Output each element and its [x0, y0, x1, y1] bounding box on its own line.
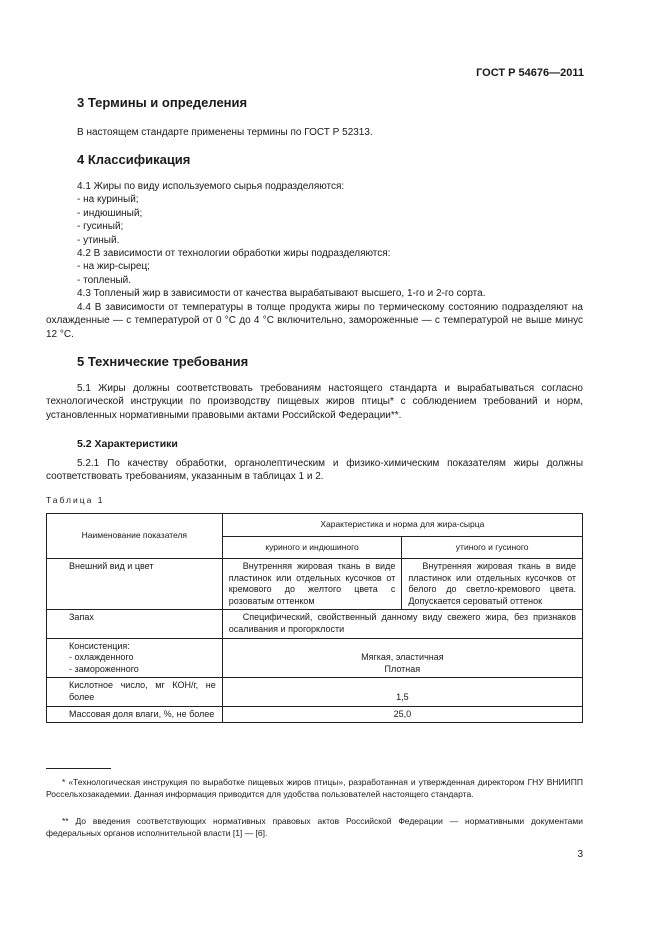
footnote-divider — [46, 768, 111, 769]
cell-acid-value: 1,5 — [222, 678, 582, 706]
cell-moisture-value: 25,0 — [222, 706, 582, 723]
table-row — [47, 610, 583, 638]
table-row — [47, 559, 583, 610]
list-item: - на куриный; — [77, 194, 139, 206]
clause-4-3: 4.3 Топленый жир в зависимости от качества вырабатывают высшего, 1-го и 2-го сорта. — [77, 288, 486, 300]
list-item: - гусиный; — [77, 221, 124, 233]
table-row — [47, 638, 583, 678]
table-caption: Таблица 1 — [46, 495, 105, 505]
consistency-value-frozen: Плотная — [384, 663, 421, 674]
clause-5-2-1: 5.2.1 По качеству обработки, органолептическим и физико-химическим показателям жиры должны соответствовать требованиям, указанным в таблицах 1 и 2. — [46, 458, 583, 483]
consistency-value-chilled: Мягкая, эластичная — [361, 652, 444, 663]
consistency-sub-frozen: - замороженного — [69, 663, 139, 674]
section-5-title: 5 Технические требования — [77, 354, 249, 369]
list-item: - топленый. — [77, 274, 132, 286]
table-row — [47, 678, 583, 706]
row-name-smell: Запах — [47, 610, 223, 638]
row-name-moisture: Массовая доля влаги, %, не более — [47, 706, 223, 723]
list-item: - на жир-сырец; — [77, 261, 150, 273]
header-indicator: Наименование показателя — [47, 514, 223, 559]
row-name-consistency — [47, 638, 223, 678]
cell-appearance-col2: Внутренняя жировая ткань в виде пластинок или отдельных кусочков от белого до светло-кремового цвета. Допускается сероватый оттенок — [402, 559, 583, 610]
cell-consistency-value — [222, 638, 582, 678]
header-col-chicken-turkey: куриного и индюшиного — [222, 537, 402, 559]
standard-code: ГОСТ Р 54676—2011 — [476, 67, 584, 79]
row-name-appearance: Внешний вид и цвет — [47, 559, 223, 610]
section-3-title: 3 Термины и определения — [77, 95, 248, 110]
clause-4-2: 4.2 В зависимости от технологии обработки жиры подразделяются: — [77, 248, 391, 260]
section-4-list — [77, 180, 582, 301]
clause-4-4: 4.4 В зависимости от температуры в толще продукта жиры по термическому состоянию подразделяют на охлажденные — с температурой от 0 °С до 4 °С включительно, замороженные — с температурой не выше минус 12 °С. — [46, 302, 583, 340]
table-1 — [46, 513, 583, 723]
footnote-2: ** До введения соответствующих нормативных правовых актов Российской Федерации — нормативными документами федеральных органов исполнительной власти [1] — [6]. — [46, 816, 583, 839]
table-header-row — [47, 514, 583, 537]
section-3-text: В настоящем стандарте применены термины по ГОСТ Р 52313. — [77, 127, 373, 138]
consistency-sub-chilled: - охлажденного — [69, 652, 134, 663]
cell-appearance-col1: Внутренняя жировая ткань в виде пластинок или отдельных кусочков от кремового до желтого цвета с розоватым оттенком — [222, 559, 402, 610]
list-item: - индюшиный; — [77, 207, 143, 219]
header-group: Характеристика и норма для жира-сырца — [222, 514, 582, 537]
subsection-5-2-title: 5.2 Характеристики — [77, 438, 178, 450]
row-name-acid: Кислотное число, мг КОН/г, не более — [47, 678, 223, 706]
footnote-1: * «Технологическая инструкция по выработке пищевых жиров птицы», разработанная и утвержденная директором ГНУ ВНИИПП Россельхозакадемии. Данная информация приводится для удобства пользователей настоящего стандарта. — [46, 777, 583, 800]
consistency-label: Консистенция: — [69, 640, 130, 651]
table-row — [47, 706, 583, 723]
section-4-title: 4 Классификация — [77, 152, 191, 167]
header-col-duck-goose: утиного и гусиного — [402, 537, 583, 559]
list-item: - утиный. — [77, 234, 120, 246]
cell-smell-value: Специфический, свойственный данному виду свежего жира, без признаков осаливания и прогорклости — [222, 610, 582, 638]
clause-4-1: 4.1 Жиры по виду используемого сырья подразделяются: — [77, 181, 345, 192]
clause-5-1: 5.1 Жиры должны соответствовать требованиям настоящего стандарта и вырабатываться согласно технологической инструкции по производству пищевых жиров птицы* с соблюдением требований и норм, установленных нормативными правовыми актами Российской Федерации**. — [46, 383, 583, 421]
page-number: 3 — [577, 849, 583, 860]
